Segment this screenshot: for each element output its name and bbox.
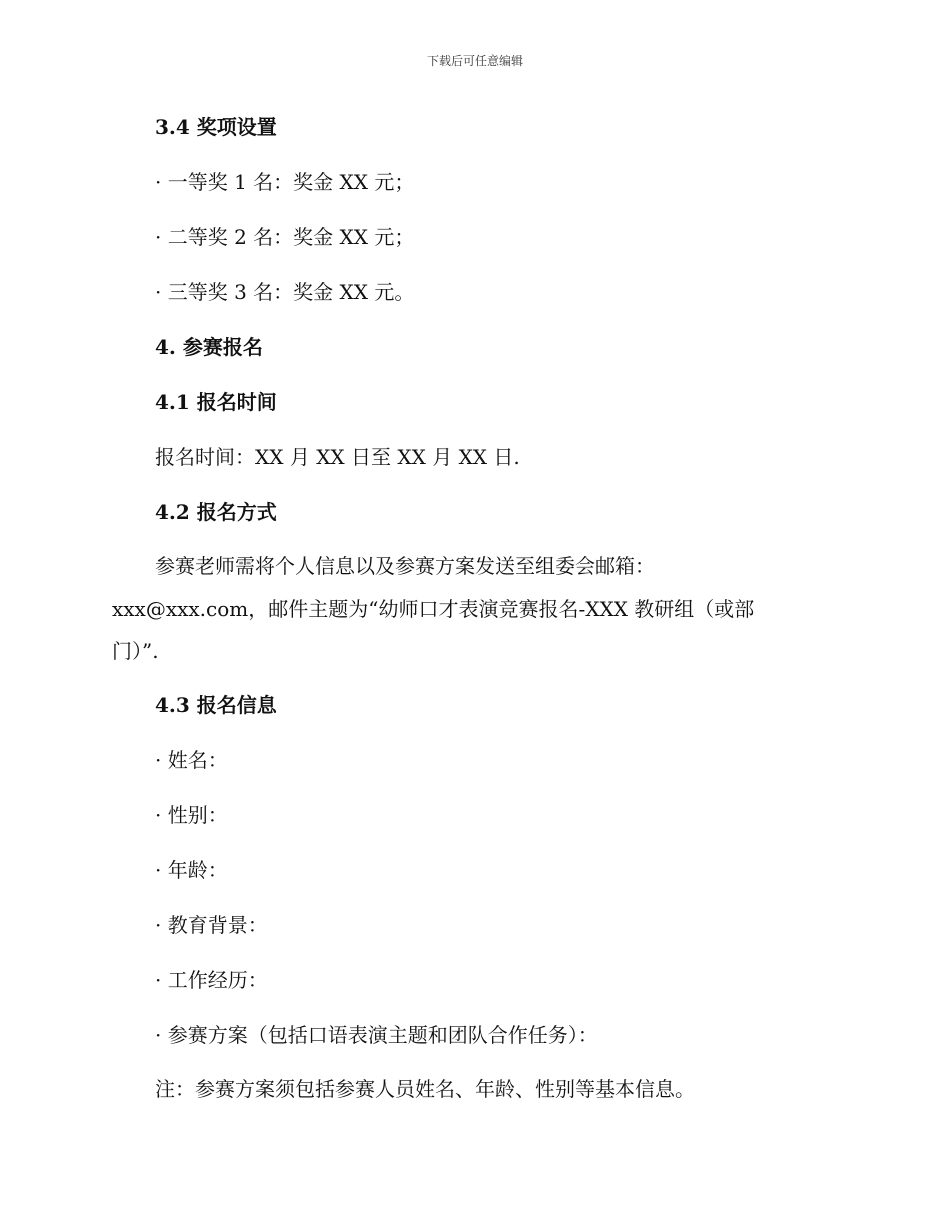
section-4-heading: 4. 参赛报名 bbox=[155, 335, 263, 359]
info-item-age: · 年龄： bbox=[155, 858, 228, 882]
registration-method-line-3: 门）”. bbox=[112, 639, 159, 663]
award-item-first: · 一等奖 1 名：奖金 XX 元； bbox=[155, 170, 415, 194]
registration-method-line-1: 参赛老师需将个人信息以及参赛方案发送至组委会邮箱： bbox=[155, 554, 655, 578]
page-header: 下载后可任意编辑 bbox=[426, 54, 523, 68]
info-item-gender: · 性别： bbox=[155, 803, 228, 827]
registration-method-line-2: xxx@xxx.com，邮件主题为“幼师口才表演竞赛报名-XXX 教研组（或部 bbox=[112, 597, 755, 621]
award-item-third: · 三等奖 3 名：奖金 XX 元。 bbox=[155, 280, 415, 304]
section-3-4-heading: 3.4 奖项设置 bbox=[155, 115, 277, 139]
section-4-3-heading: 4.3 报名信息 bbox=[155, 693, 277, 717]
info-item-work-experience: · 工作经历： bbox=[155, 968, 268, 992]
info-item-name: · 姓名： bbox=[155, 748, 228, 772]
registration-time-text: 报名时间：XX 月 XX 日至 XX 月 XX 日. bbox=[155, 445, 520, 469]
section-4-2-heading: 4.2 报名方式 bbox=[155, 500, 277, 524]
award-item-second: · 二等奖 2 名：奖金 XX 元； bbox=[155, 225, 415, 249]
section-4-1-heading: 4.1 报名时间 bbox=[155, 390, 277, 414]
info-item-education: · 教育背景： bbox=[155, 913, 268, 937]
info-note: 注：参赛方案须包括参赛人员姓名、年龄、性别等基本信息。 bbox=[155, 1077, 695, 1101]
info-item-entry-plan: · 参赛方案（包括口语表演主题和团队合作任务）： bbox=[155, 1023, 598, 1047]
